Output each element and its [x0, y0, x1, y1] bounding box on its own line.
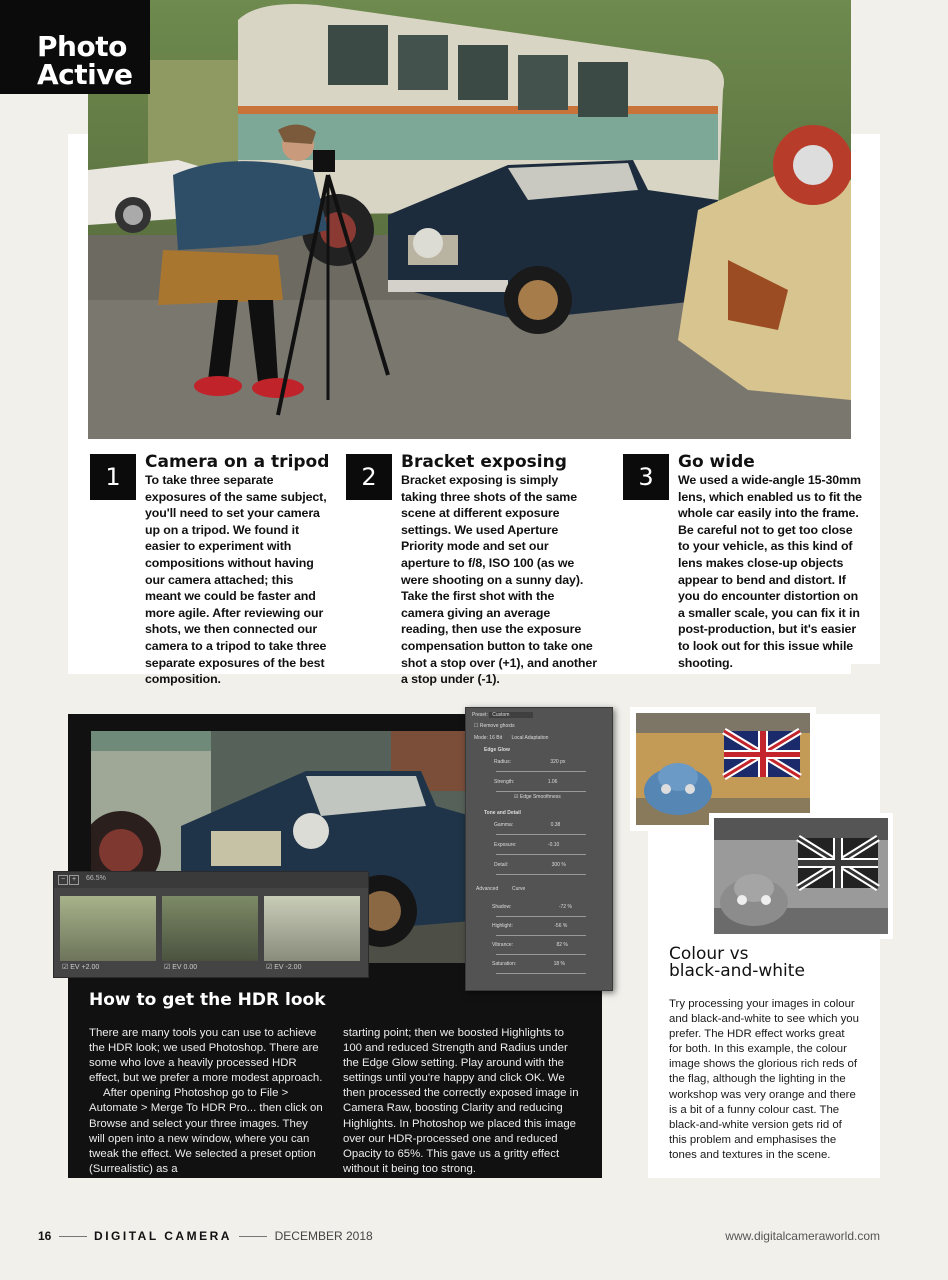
exposure-frame-normal[interactable] — [162, 896, 258, 961]
bw-illustration — [714, 818, 888, 934]
strength-slider[interactable]: Strength: 1.06 — [494, 779, 558, 785]
radius-slider[interactable]: Radius: 320 px — [494, 759, 566, 765]
step-1-number: 1 — [90, 454, 136, 500]
slider-track-exposure[interactable] — [496, 854, 586, 855]
exposure-slider[interactable]: Exposure: -0.10 — [494, 842, 560, 848]
tone-detail-heading: Tone and Detail — [484, 810, 521, 816]
preset-row[interactable]: Preset: Custom — [472, 712, 533, 718]
step-2-body: Bracket exposing is simply taking three shots of the same scene at different exposure settings. We used Aperture Priority mode and set our aperture to f/8, ISO 100 (as we were shooting on a sunny day). Take the first shot with the camera giving an average reading, then use the exposure compensation button to take one shot a stop over (+1), and another a stop under (-1). — [401, 473, 597, 687]
step-1-title: Camera on a tripod — [145, 452, 330, 472]
edge-glow-heading: Edge Glow — [484, 747, 510, 753]
bw-photo — [709, 813, 893, 939]
step-2 — [401, 452, 597, 688]
colour-illustration — [636, 713, 810, 825]
website: www.digitalcameraworld.com — [725, 1229, 880, 1243]
slider-track-vibrance[interactable] — [496, 954, 586, 955]
colour-box-body: Try processing your images in colour and black-and-white to see which you prefer. The HDR effect works great for both. In this example, the colour image shows the glorious rich reds of the flag, although the lighting in the workshop was very orange and there is a bit of a funny colour cast. The black-and-white version gets rid of this problem and emphasises the tones and textures in the scene. — [669, 998, 859, 1161]
zoom-level[interactable]: 66.5% — [86, 875, 106, 882]
exposure-strip — [53, 871, 369, 978]
slider-track-highlight[interactable] — [496, 935, 586, 936]
hdr-col1-para1: There are many tools you can use to achieve the HDR look; we used Photoshop. There are some who love a heavily processed HDR effect, but we prefer a more modest approach. — [89, 1027, 323, 1085]
tab-advanced[interactable]: Advanced — [476, 886, 499, 892]
hdr-column-1 — [89, 1026, 325, 1177]
saturation-slider[interactable]: Saturation: 18 % — [492, 961, 565, 967]
frame-label-normal[interactable]: ☑ EV 0.00 — [164, 964, 198, 971]
zoom-out-button[interactable]: − — [58, 875, 68, 885]
slider-track-gamma[interactable] — [496, 834, 586, 835]
section-tag-line2: Active — [37, 58, 133, 91]
remove-ghosts-checkbox[interactable]: ☐ Remove ghosts — [474, 723, 515, 729]
hero-illustration — [88, 0, 851, 439]
shadow-slider[interactable]: Shadow: -72 % — [492, 904, 572, 910]
page-number: 16 — [38, 1229, 52, 1243]
hero-photo — [88, 0, 851, 439]
exposure-frame-under[interactable] — [264, 896, 360, 961]
mode-row[interactable]: Mode: 16 Bit Local Adaptation — [474, 735, 549, 741]
step-3 — [678, 452, 862, 671]
colour-box-title: Colour vs black-and-white — [669, 944, 805, 981]
gamma-slider[interactable]: Gamma: 0.38 — [494, 822, 561, 828]
detail-slider[interactable]: Detail: 300 % — [494, 862, 566, 868]
step-1-body: To take three separate exposures of the same subject, you'll need to set your camera up on a tripod. We found it easier to experiment with compositions without having our camera attached; this meant we could be faster and more agile. After reviewing our shots, we then connected our camera to a tripod to take three separate exposures of the best composition. — [145, 473, 327, 687]
merge-hdr-panel — [465, 707, 613, 991]
footer — [38, 1229, 880, 1245]
step-2-title: Bracket exposing — [401, 452, 567, 472]
exposure-frame-over[interactable] — [60, 896, 156, 961]
frame-label-over[interactable]: ☑ EV +2.00 — [62, 964, 100, 971]
highlight-slider[interactable]: Highlight: -56 % — [492, 923, 568, 929]
slider-track-detail[interactable] — [496, 874, 586, 875]
footer-rule-1 — [59, 1236, 87, 1237]
slider-track-saturation[interactable] — [496, 973, 586, 974]
slider-track-strength[interactable] — [496, 791, 586, 792]
step-3-title: Go wide — [678, 452, 755, 472]
hdr-title: How to get the HDR look — [89, 990, 326, 1010]
magazine-name: DIGITAL CAMERA — [94, 1229, 232, 1243]
section-tag — [0, 0, 150, 94]
issue-date: DECEMBER 2018 — [274, 1229, 373, 1243]
step-3-body: We used a wide-angle 15-30mm lens, which enabled us to fit the whole car easily into the frame. Be careful not to get too close to your vehicle, as this kind of lens makes close-up objects appear to bend and distort. If you do encounter distortion on a smaller scale, you can fix it in post-production, but it's easier to look out for this issue while shooting. — [678, 473, 862, 670]
frame-label-under[interactable]: ☑ EV -2.00 — [266, 964, 302, 971]
hdr-column-2: starting point; then we boosted Highlights to 100 and reduced Strength and Radius under the Edge Glow setting. Play around with the settings until you're happy and click OK. We then processed the correctly exposed image in Camera Raw, boosting Clarity and reducing Highlights. In Photoshop we placed this image over our HDR-processed one and reduced Opacity to 65%. This gave us a gritty effect without it being too strong. — [343, 1027, 579, 1175]
footer-rule-2 — [239, 1236, 267, 1237]
vibrance-slider[interactable]: Vibrance: 82 % — [492, 942, 568, 948]
slider-track-shadow[interactable] — [496, 916, 586, 917]
hdr-col1-para2: After opening Photoshop go to File > Automate > Merge To HDR Pro... then click on Browse and select your three images. They will open into a new window, where you can tweak the effect. We selected a preset option (Surrealistic) as a — [89, 1087, 323, 1175]
edge-smoothness-checkbox[interactable]: ☑ Edge Smoothness — [514, 794, 561, 800]
step-3-number: 3 — [623, 454, 669, 500]
section-tag-line1: Photo — [37, 30, 127, 63]
step-2-number: 2 — [346, 454, 392, 500]
step-1 — [145, 452, 330, 688]
slider-track-radius[interactable] — [496, 771, 586, 772]
zoom-in-button[interactable]: + — [69, 875, 79, 885]
tab-curve[interactable]: Curve — [512, 886, 526, 892]
